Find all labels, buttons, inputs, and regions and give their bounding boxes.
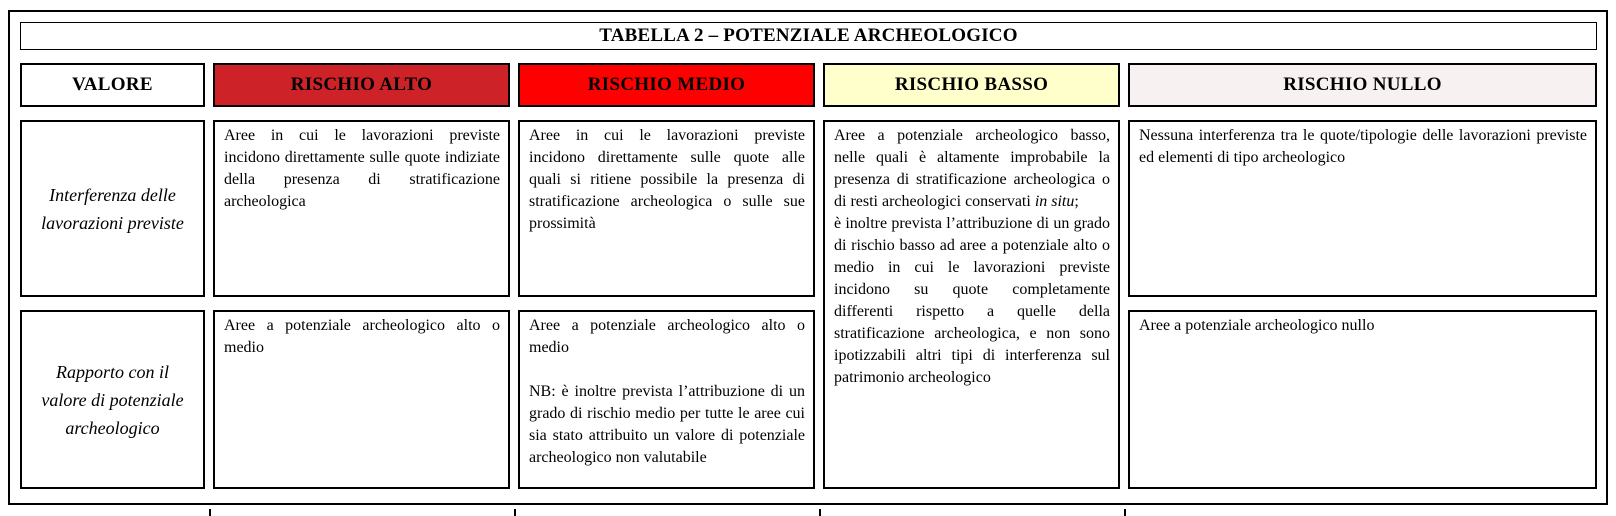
cell-interferenza-rischio-alto [213, 120, 510, 297]
cell-text: è inoltre prevista l’attribuzione di un grado di rischio basso ad aree a potenziale alto o medio in cui le lavorazioni previste incidono su quote completamente differenti rispetto a quelle della stratificazione archeologica, e non sono ipotizzabili altri tipi di interferenza sul patrimonio archeologico [834, 215, 1110, 386]
column-header-rischio-medio: RISCHIO MEDIO [518, 63, 815, 107]
next-row-border-tick [514, 509, 516, 516]
cell-text: Aree in cui le lavorazioni previste incidono direttamente sulle quote alle quali si ritiene possibile la presenza di stratificazione archeologica o sulle sue prossimità [529, 127, 805, 232]
next-row-border-tick [209, 509, 211, 516]
row-label-interferenza: Interferenza delle lavorazioni previste [20, 120, 205, 297]
column-header-rischio-nullo: RISCHIO NULLO [1128, 63, 1597, 107]
cell-interferenza-rischio-nullo [1128, 120, 1597, 297]
in-situ-italic: in situ [1034, 193, 1075, 210]
next-row-border-tick [819, 509, 821, 516]
column-header-valore: VALORE [20, 63, 205, 107]
cell-text-nb-note: NB: è inoltre prevista l’attribuzione di un grado di rischio medio per tutte le aree cui sia stato attribuito un valore di potenziale archeologico non valutabile [529, 383, 805, 466]
cell-text: Aree in cui le lavorazioni previste incidono direttamente sulle quote indiziate della presenza di stratificazione archeologica [224, 127, 500, 210]
archaeological-risk-table [20, 22, 1597, 489]
column-header-rischio-alto: RISCHIO ALTO [213, 63, 510, 107]
cell-text: Aree a potenziale archeologico nullo [1139, 317, 1375, 334]
cell-rischio-basso-merged [823, 120, 1120, 489]
cell-rapporto-rischio-medio [518, 310, 815, 489]
column-header-rischio-basso: RISCHIO BASSO [823, 63, 1120, 107]
table-title: TABELLA 2 – POTENZIALE ARCHEOLOGICO [20, 22, 1597, 50]
cell-rapporto-rischio-alto [213, 310, 510, 489]
cell-text: Nessuna interferenza tra le quote/tipologie delle lavorazioni previste ed elementi di tipo archeologico [1139, 127, 1587, 166]
cell-text: Aree a potenziale archeologico alto o medio [224, 317, 500, 356]
cell-text: Aree a potenziale archeologico basso, nelle quali è altamente improbabile la presenza di stratificazione archeologica o di resti archeologici conservati in situ; [834, 127, 1110, 210]
cell-rapporto-rischio-nullo [1128, 310, 1597, 489]
row-label-rapporto: Rapporto con il valore di potenziale archeologico [20, 310, 205, 489]
cell-interferenza-rischio-medio [518, 120, 815, 297]
next-row-border-tick [1124, 509, 1126, 516]
cell-text: Aree a potenziale archeologico alto o medio [529, 317, 805, 356]
